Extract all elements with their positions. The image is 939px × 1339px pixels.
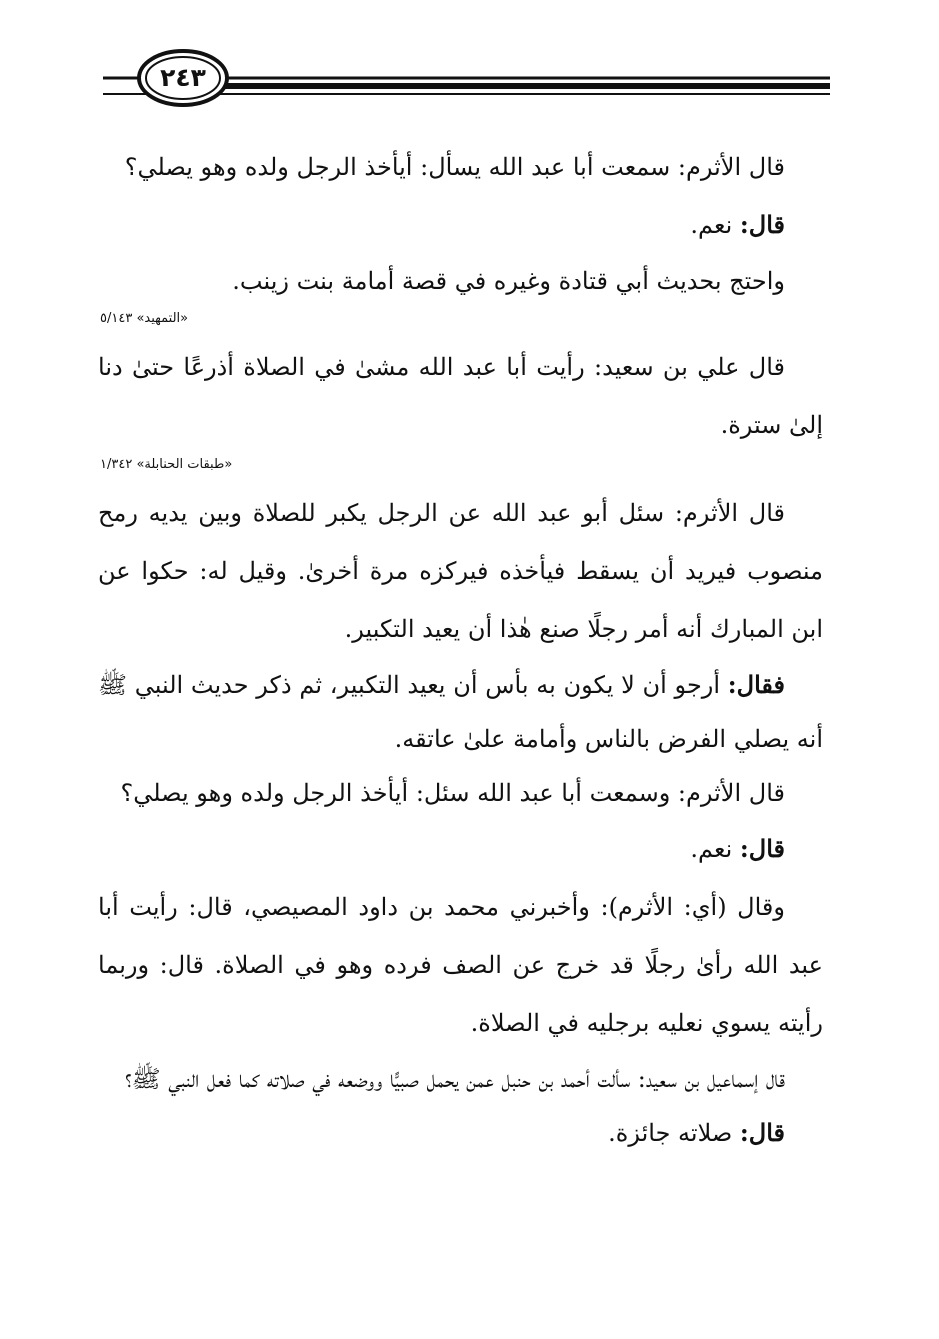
paragraph-answer-valid: قال: صلاته جائزة. — [608, 1118, 785, 1147]
paragraph-answer-yes: قال: نعم. — [690, 210, 785, 239]
paragraph-masisi: وقال (أي: الأثرم): وأخبرني محمد بن داود المصيصي، قال: رأيت أبا عبد الله رأىٰ رجلًا قد خرج عن الصف فرده وهو في الصلاة. قال: وربما رأيته يسوي نعليه برجليه في الصلاة. — [98, 893, 823, 1037]
paragraph-athram-question: قال الأثرم: سمعت أبا عبد الله يسأل: أيأخذ الرجل ولده وهو يصلي؟ — [124, 153, 785, 181]
paragraph-ali-bin-saeed: قال علي بن سعيد: رأيت أبا عبد الله مشىٰ في الصلاة أذرعًا حتىٰ دنا إلىٰ سترة. — [98, 353, 823, 439]
paragraph-evidence: واحتج بحديث أبي قتادة وغيره في قصة أمامة بنت زينب. — [232, 267, 785, 295]
paragraph-answer-yes-second: قال: نعم. — [690, 834, 785, 863]
reference-tamhid: «التمهيد» ٥/١٤٣ — [100, 311, 189, 326]
page-number: ٢٤٣ — [160, 63, 206, 92]
reference-tabaqat: «طبقات الحنابلة» ١/٣٤٢ — [100, 457, 233, 472]
page-header — [103, 48, 830, 108]
paragraph-takbir-spear: قال الأثرم: سئل أبو عبد الله عن الرجل يكبر للصلاة وبين يديه رمح منصوب فيريد أن يسقط فيأخذه فيركزه مرة أخرىٰ. وقيل له: حكوا عن ابن المبارك أنه أمر رجلًا صنع هٰذا أن يعيد التكبير. — [98, 499, 823, 643]
paragraph-faqal: فقال: أرجو أن لا يكون به بأس أن يعيد التكبير، ثم ذكر حديث النبي ﷺ أنه يصلي الفرض بالناس وأمامة علىٰ عاتقه. — [98, 670, 823, 753]
paragraph-ismail: قال إسماعيل بن سعيد: سألت أحمد بن حنبل عمن يحمل صبيًّا ووضعه في صلاته كما فعل النبي ﷺ؟ — [125, 1065, 785, 1093]
paragraph-athram-second-question: قال الأثرم: وسمعت أبا عبد الله سئل: أيأخذ الرجل ولده وهو يصلي؟ — [120, 779, 785, 807]
page-body — [98, 138, 823, 1160]
